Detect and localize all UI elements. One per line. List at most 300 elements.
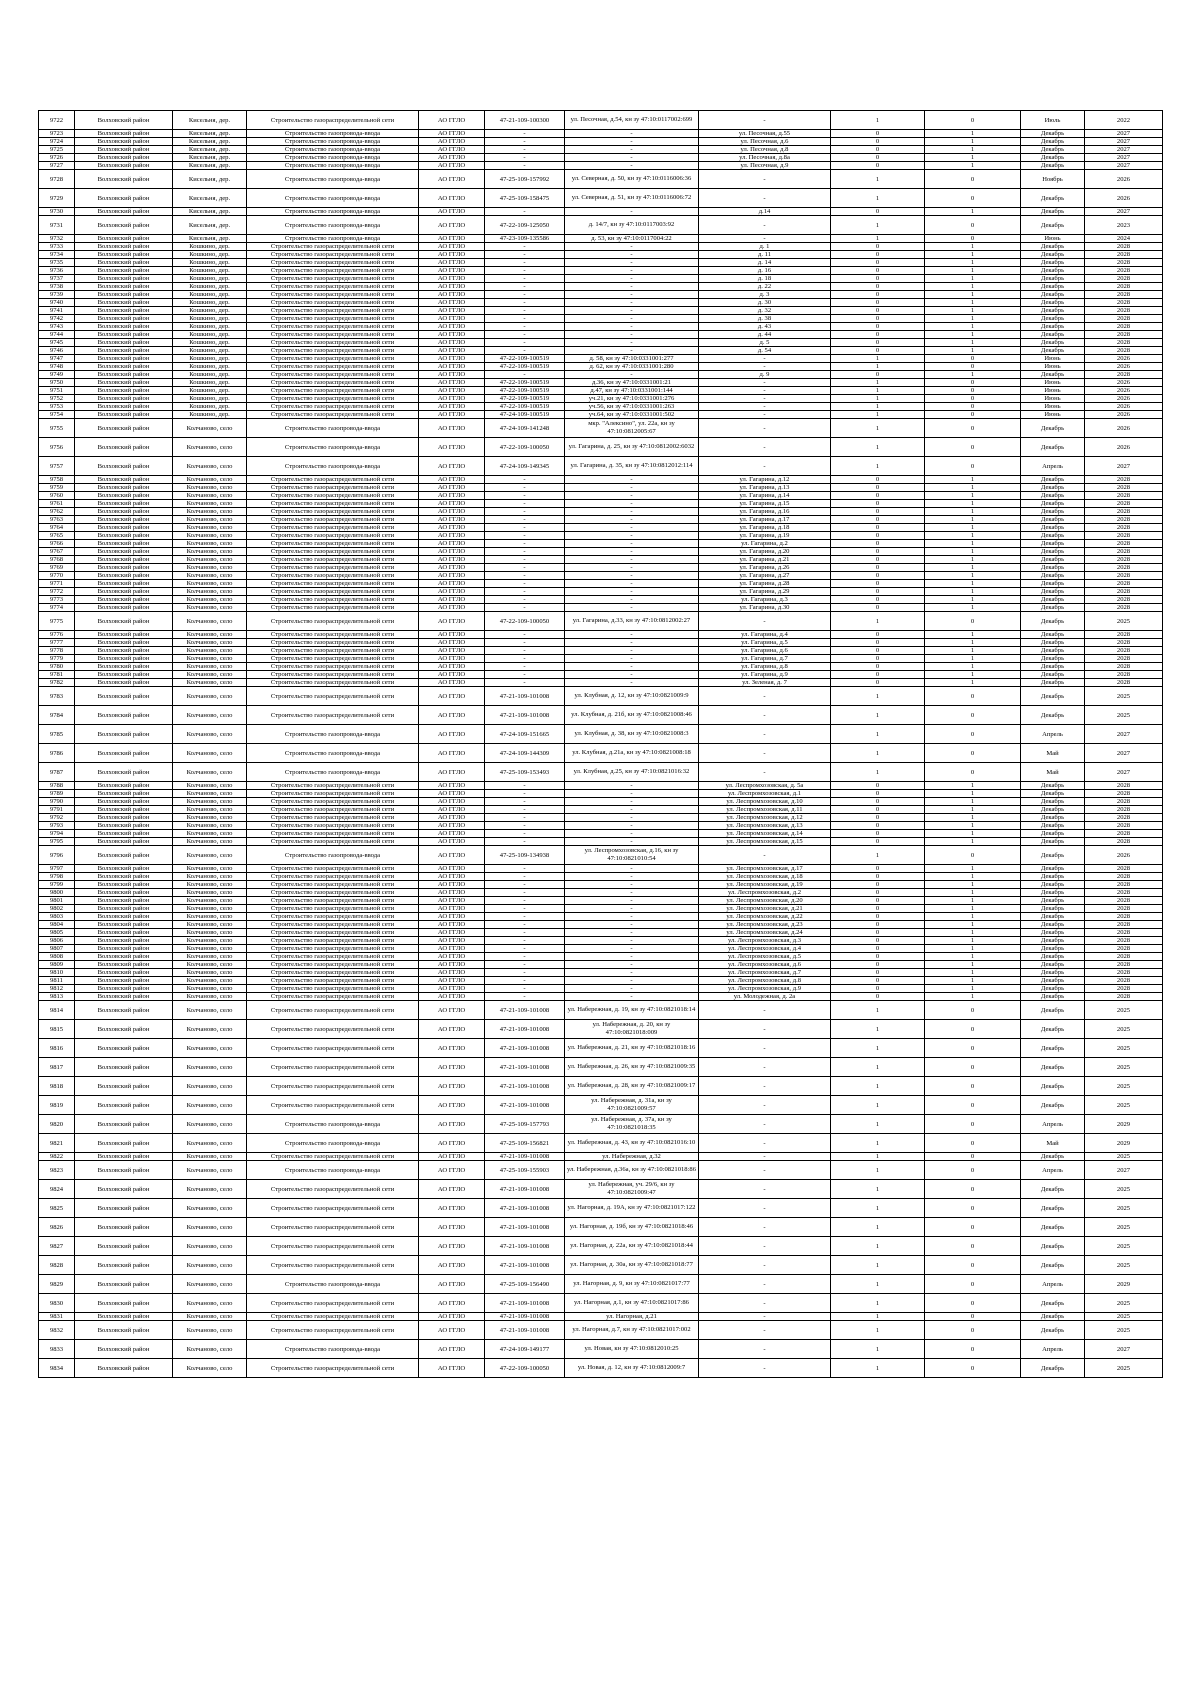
cell-row-number: 9772 [39, 588, 75, 596]
cell-count-b: 1 [925, 572, 1021, 580]
cell-address-cadastral: - [565, 929, 699, 937]
cell-row-number: 9774 [39, 604, 75, 612]
cell-count-a: 0 [831, 937, 925, 945]
cell-planned-address: - [699, 1153, 831, 1161]
table-row [39, 1294, 1163, 1313]
cell-address-cadastral: д.36, кн зу 47:10:0331001:21 [565, 379, 699, 387]
cell-count-a: 0 [831, 291, 925, 299]
cell-address-cadastral: ул. Набережная, д. 26, кн зу 47:10:0821009:35 [565, 1058, 699, 1077]
cell-tu-number: - [485, 953, 565, 961]
cell-row-number: 9727 [39, 162, 75, 170]
cell-address-cadastral: - [565, 500, 699, 508]
cell-count-b: 1 [925, 889, 1021, 897]
cell-district: Волховский район [75, 985, 173, 993]
cell-address-cadastral: ул. Песочная, д.54, кн зу 47:10:0117002:699 [565, 111, 699, 130]
cell-address-cadastral: - [565, 790, 699, 798]
cell-count-a: 0 [831, 275, 925, 283]
cell-settlement: Колчаново, село [173, 604, 247, 612]
cell-organization: АО ГГЛО [419, 580, 485, 588]
cell-organization: АО ГГЛО [419, 1134, 485, 1153]
cell-address-cadastral: д. 62, кн зу 47:10:0331001:280 [565, 363, 699, 371]
cell-row-number: 9725 [39, 146, 75, 154]
cell-count-b: 1 [925, 275, 1021, 283]
cell-district: Волховский район [75, 1134, 173, 1153]
cell-year: 2028 [1085, 299, 1163, 307]
cell-district: Волховский район [75, 1161, 173, 1180]
cell-count-a: 0 [831, 532, 925, 540]
cell-work-type: Строительство газораспределительной сети [247, 411, 419, 419]
cell-year: 2025 [1085, 1077, 1163, 1096]
cell-work-type: Строительство газораспределительной сети [247, 897, 419, 905]
cell-organization: АО ГГЛО [419, 1020, 485, 1039]
cell-tu-number: 47-21-109-101008 [485, 1237, 565, 1256]
cell-count-a: 0 [831, 162, 925, 170]
cell-year: 2027 [1085, 1161, 1163, 1180]
cell-count-a: 0 [831, 663, 925, 671]
cell-count-b: 1 [925, 138, 1021, 146]
cell-organization: АО ГГЛО [419, 1077, 485, 1096]
cell-row-number: 9778 [39, 647, 75, 655]
cell-month: Декабрь [1021, 790, 1085, 798]
cell-row-number: 9762 [39, 508, 75, 516]
table-row [39, 419, 1163, 438]
cell-count-a: 0 [831, 540, 925, 548]
cell-district: Волховский район [75, 243, 173, 251]
cell-year: 2028 [1085, 838, 1163, 846]
cell-year: 2026 [1085, 419, 1163, 438]
cell-tu-number: - [485, 307, 565, 315]
cell-count-a: 1 [831, 612, 925, 631]
cell-address-cadastral: ул. Нагорная, д.1, кн зу 47:10:0821017:86 [565, 1294, 699, 1313]
cell-settlement: Колчаново, село [173, 663, 247, 671]
cell-year: 2028 [1085, 782, 1163, 790]
cell-count-b: 1 [925, 283, 1021, 291]
cell-row-number: 9754 [39, 411, 75, 419]
cell-district: Волховский район [75, 556, 173, 564]
cell-tu-number: - [485, 331, 565, 339]
cell-tu-number: 47-21-109-101008 [485, 687, 565, 706]
cell-district: Волховский район [75, 1077, 173, 1096]
cell-month: Декабрь [1021, 572, 1085, 580]
table-row [39, 744, 1163, 763]
cell-organization: АО ГГЛО [419, 291, 485, 299]
cell-count-b: 1 [925, 838, 1021, 846]
cell-tu-number: - [485, 889, 565, 897]
table-row [39, 189, 1163, 208]
cell-tu-number: - [485, 339, 565, 347]
table-row [39, 961, 1163, 969]
cell-organization: АО ГГЛО [419, 111, 485, 130]
cell-settlement: Колчаново, село [173, 516, 247, 524]
cell-year: 2025 [1085, 1039, 1163, 1058]
cell-planned-address: ул. Песочная, д.8 [699, 146, 831, 154]
cell-month: Декабрь [1021, 524, 1085, 532]
cell-tu-number: 47-22-109-100519 [485, 355, 565, 363]
cell-settlement: Колчаново, село [173, 822, 247, 830]
cell-planned-address: - [699, 1001, 831, 1020]
cell-row-number: 9763 [39, 516, 75, 524]
cell-count-a: 0 [831, 564, 925, 572]
cell-month: Декабрь [1021, 315, 1085, 323]
cell-tu-number: - [485, 961, 565, 969]
cell-row-number: 9732 [39, 235, 75, 243]
cell-year: 2028 [1085, 291, 1163, 299]
cell-count-b: 0 [925, 395, 1021, 403]
cell-settlement: Кисельня, дер. [173, 146, 247, 154]
cell-year: 2025 [1085, 1218, 1163, 1237]
cell-organization: АО ГГЛО [419, 873, 485, 881]
cell-count-a: 1 [831, 1275, 925, 1294]
cell-count-a: 0 [831, 323, 925, 331]
cell-tu-number: - [485, 484, 565, 492]
cell-address-cadastral: - [565, 639, 699, 647]
cell-count-b: 1 [925, 953, 1021, 961]
cell-count-a: 1 [831, 363, 925, 371]
cell-year: 2025 [1085, 1180, 1163, 1199]
table-row [39, 782, 1163, 790]
cell-district: Волховский район [75, 548, 173, 556]
cell-count-b: 1 [925, 663, 1021, 671]
cell-tu-number: 47-21-109-101008 [485, 1096, 565, 1115]
cell-year: 2028 [1085, 516, 1163, 524]
cell-count-b: 1 [925, 339, 1021, 347]
cell-month: Декабрь [1021, 339, 1085, 347]
cell-row-number: 9737 [39, 275, 75, 283]
cell-planned-address: ул. Гагарина, д.3 [699, 596, 831, 604]
cell-settlement: Колчаново, село [173, 1256, 247, 1275]
cell-work-type: Строительство газораспределительной сети [247, 516, 419, 524]
cell-month: Декабрь [1021, 1256, 1085, 1275]
table-row [39, 299, 1163, 307]
cell-count-a: 0 [831, 572, 925, 580]
cell-count-a: 0 [831, 679, 925, 687]
cell-address-cadastral: - [565, 905, 699, 913]
cell-district: Волховский район [75, 782, 173, 790]
cell-count-b: 0 [925, 612, 1021, 631]
cell-tu-number: 47-25-109-134938 [485, 846, 565, 865]
cell-settlement: Колчаново, село [173, 476, 247, 484]
cell-year: 2028 [1085, 806, 1163, 814]
cell-count-b: 1 [925, 251, 1021, 259]
cell-address-cadastral: ул. Северная, д. 51, кн зу 47:10:0116006:72 [565, 189, 699, 208]
cell-month: Декабрь [1021, 532, 1085, 540]
cell-settlement: Колчаново, село [173, 790, 247, 798]
cell-settlement: Колчаново, село [173, 687, 247, 706]
cell-planned-address: ул. Леспромхозовская, д.23 [699, 921, 831, 929]
cell-year: 2028 [1085, 993, 1163, 1001]
cell-address-cadastral: - [565, 881, 699, 889]
table-row [39, 154, 1163, 162]
cell-count-b: 1 [925, 154, 1021, 162]
cell-tu-number: - [485, 671, 565, 679]
cell-month: Декабрь [1021, 838, 1085, 846]
cell-settlement: Колчаново, село [173, 671, 247, 679]
cell-tu-number: - [485, 639, 565, 647]
cell-district: Волховский район [75, 655, 173, 663]
table-row [39, 548, 1163, 556]
cell-work-type: Строительство газораспределительной сети [247, 371, 419, 379]
cell-work-type: Строительство газораспределительной сети [247, 532, 419, 540]
cell-work-type: Строительство газораспределительной сети [247, 881, 419, 889]
cell-tu-number: 47-25-109-158475 [485, 189, 565, 208]
cell-month: Декабрь [1021, 564, 1085, 572]
cell-tu-number: - [485, 275, 565, 283]
cell-year: 2028 [1085, 671, 1163, 679]
cell-month: Апрель [1021, 1340, 1085, 1359]
cell-address-cadastral: - [565, 540, 699, 548]
cell-count-b: 0 [925, 1134, 1021, 1153]
cell-tu-number: - [485, 993, 565, 1001]
cell-count-a: 1 [831, 189, 925, 208]
cell-year: 2028 [1085, 969, 1163, 977]
cell-district: Волховский район [75, 889, 173, 897]
cell-organization: АО ГГЛО [419, 1313, 485, 1321]
cell-work-type: Строительство газораспределительной сети [247, 299, 419, 307]
cell-month: Декабрь [1021, 798, 1085, 806]
cell-organization: АО ГГЛО [419, 355, 485, 363]
cell-month: Декабрь [1021, 1039, 1085, 1058]
cell-year: 2028 [1085, 564, 1163, 572]
cell-organization: АО ГГЛО [419, 679, 485, 687]
cell-month: Декабрь [1021, 492, 1085, 500]
cell-organization: АО ГГЛО [419, 631, 485, 639]
cell-address-cadastral: - [565, 814, 699, 822]
table-row [39, 235, 1163, 243]
cell-tu-number: 47-21-109-101008 [485, 1058, 565, 1077]
cell-organization: АО ГГЛО [419, 929, 485, 937]
cell-year: 2025 [1085, 1153, 1163, 1161]
cell-work-type: Строительство газораспределительной сети [247, 283, 419, 291]
cell-work-type: Строительство газораспределительной сети [247, 671, 419, 679]
cell-settlement: Колчаново, село [173, 500, 247, 508]
cell-district: Волховский район [75, 259, 173, 267]
cell-month: Декабрь [1021, 687, 1085, 706]
cell-count-b: 1 [925, 655, 1021, 663]
table-row [39, 403, 1163, 411]
cell-count-a: 1 [831, 411, 925, 419]
cell-work-type: Строительство газораспределительной сети [247, 355, 419, 363]
cell-year: 2026 [1085, 387, 1163, 395]
cell-month: Декабрь [1021, 953, 1085, 961]
cell-district: Волховский район [75, 532, 173, 540]
cell-settlement: Колчаново, село [173, 953, 247, 961]
cell-planned-address: - [699, 763, 831, 782]
cell-address-cadastral: - [565, 604, 699, 612]
cell-row-number: 9765 [39, 532, 75, 540]
cell-district: Волховский район [75, 1340, 173, 1359]
cell-district: Волховский район [75, 929, 173, 937]
cell-count-a: 0 [831, 873, 925, 881]
cell-address-cadastral: - [565, 985, 699, 993]
cell-count-a: 1 [831, 846, 925, 865]
cell-tu-number: - [485, 492, 565, 500]
cell-work-type: Строительство газораспределительной сети [247, 403, 419, 411]
cell-organization: АО ГГЛО [419, 235, 485, 243]
cell-count-a: 0 [831, 929, 925, 937]
cell-count-b: 1 [925, 790, 1021, 798]
cell-work-type: Строительство газопровода-ввода [247, 216, 419, 235]
table-row [39, 639, 1163, 647]
cell-year: 2028 [1085, 484, 1163, 492]
cell-count-a: 1 [831, 1115, 925, 1134]
cell-tu-number: - [485, 921, 565, 929]
cell-work-type: Строительство газораспределительной сети [247, 1153, 419, 1161]
cell-tu-number: 47-25-109-155903 [485, 1161, 565, 1180]
cell-row-number: 9797 [39, 865, 75, 873]
cell-year: 2028 [1085, 647, 1163, 655]
table-row [39, 355, 1163, 363]
cell-count-a: 0 [831, 476, 925, 484]
cell-work-type: Строительство газораспределительной сети [247, 291, 419, 299]
cell-count-b: 1 [925, 548, 1021, 556]
cell-month: Декабрь [1021, 639, 1085, 647]
cell-work-type: Строительство газопровода-ввода [247, 419, 419, 438]
cell-count-b: 0 [925, 379, 1021, 387]
cell-count-a: 0 [831, 138, 925, 146]
cell-planned-address: - [699, 1020, 831, 1039]
cell-count-b: 0 [925, 1001, 1021, 1020]
cell-tu-number: - [485, 508, 565, 516]
cell-settlement: Колчаново, село [173, 1020, 247, 1039]
cell-month: Декабрь [1021, 484, 1085, 492]
cell-work-type: Строительство газораспределительной сети [247, 275, 419, 283]
cell-address-cadastral: ул. Новая, кн зу 47:10:0812010:25 [565, 1340, 699, 1359]
cell-count-b: 0 [925, 411, 1021, 419]
cell-work-type: Строительство газораспределительной сети [247, 798, 419, 806]
cell-work-type: Строительство газопровода-ввода [247, 154, 419, 162]
cell-month: Декабрь [1021, 945, 1085, 953]
cell-row-number: 9769 [39, 564, 75, 572]
cell-address-cadastral: ул. Северная, д. 50, кн зу 47:10:0116006:36 [565, 170, 699, 189]
cell-district: Волховский район [75, 1199, 173, 1218]
table-row [39, 814, 1163, 822]
cell-month: Декабрь [1021, 1058, 1085, 1077]
cell-count-a: 0 [831, 953, 925, 961]
cell-month: Декабрь [1021, 889, 1085, 897]
cell-count-a: 0 [831, 655, 925, 663]
cell-address-cadastral: - [565, 596, 699, 604]
cell-year: 2028 [1085, 596, 1163, 604]
cell-work-type: Строительство газопровода-ввода [247, 1161, 419, 1180]
cell-row-number: 9806 [39, 937, 75, 945]
cell-row-number: 9831 [39, 1313, 75, 1321]
cell-count-a: 0 [831, 865, 925, 873]
cell-year: 2028 [1085, 339, 1163, 347]
cell-settlement: Кошкино, дер. [173, 355, 247, 363]
cell-count-b: 1 [925, 315, 1021, 323]
cell-address-cadastral: - [565, 572, 699, 580]
cell-district: Волховский район [75, 323, 173, 331]
cell-tu-number: - [485, 138, 565, 146]
cell-row-number: 9830 [39, 1294, 75, 1313]
cell-count-a: 0 [831, 580, 925, 588]
cell-planned-address: ул. Гагарина, д.15 [699, 500, 831, 508]
cell-district: Волховский район [75, 299, 173, 307]
cell-organization: АО ГГЛО [419, 1359, 485, 1378]
cell-work-type: Строительство газопровода-ввода [247, 235, 419, 243]
cell-settlement: Колчаново, село [173, 937, 247, 945]
cell-year: 2028 [1085, 524, 1163, 532]
cell-planned-address: ул. Гагарина, д.6 [699, 647, 831, 655]
cell-planned-address: ул. Гагарина, д.20 [699, 548, 831, 556]
cell-row-number: 9818 [39, 1077, 75, 1096]
cell-year: 2028 [1085, 588, 1163, 596]
cell-row-number: 9803 [39, 913, 75, 921]
cell-row-number: 9799 [39, 881, 75, 889]
cell-district: Волховский район [75, 524, 173, 532]
cell-count-b: 1 [925, 806, 1021, 814]
cell-count-b: 0 [925, 1199, 1021, 1218]
cell-count-a: 1 [831, 216, 925, 235]
cell-row-number: 9730 [39, 208, 75, 216]
cell-district: Волховский район [75, 111, 173, 130]
cell-planned-address: - [699, 363, 831, 371]
table-row [39, 307, 1163, 315]
cell-month: Апрель [1021, 725, 1085, 744]
cell-organization: АО ГГЛО [419, 612, 485, 631]
cell-settlement: Колчаново, село [173, 897, 247, 905]
cell-organization: АО ГГЛО [419, 961, 485, 969]
cell-tu-number: - [485, 945, 565, 953]
cell-work-type: Строительство газораспределительной сети [247, 806, 419, 814]
cell-row-number: 9728 [39, 170, 75, 189]
cell-settlement: Колчаново, село [173, 1077, 247, 1096]
cell-planned-address: - [699, 1039, 831, 1058]
cell-organization: АО ГГЛО [419, 1039, 485, 1058]
cell-row-number: 9816 [39, 1039, 75, 1058]
cell-month: Ноябрь [1021, 170, 1085, 189]
cell-count-b: 0 [925, 111, 1021, 130]
cell-planned-address: ул. Леспромхозовская, д.4 [699, 945, 831, 953]
cell-organization: АО ГГЛО [419, 556, 485, 564]
cell-settlement: Колчаново, село [173, 419, 247, 438]
cell-address-cadastral: уч.64, кн зу 47:10:0331001:502 [565, 411, 699, 419]
cell-address-cadastral: ул. Набережная, д. 31а, кн зу 47:10:0821009:57 [565, 1096, 699, 1115]
cell-month: Декабрь [1021, 865, 1085, 873]
cell-planned-address: - [699, 1199, 831, 1218]
cell-planned-address: ул. Леспромхозовская, д.3 [699, 937, 831, 945]
cell-district: Волховский район [75, 798, 173, 806]
cell-district: Волховский район [75, 363, 173, 371]
cell-year: 2025 [1085, 706, 1163, 725]
table-row [39, 283, 1163, 291]
cell-year: 2028 [1085, 905, 1163, 913]
cell-district: Волховский район [75, 275, 173, 283]
cell-work-type: Строительство газораспределительной сети [247, 945, 419, 953]
table-row [39, 612, 1163, 631]
cell-district: Волховский район [75, 331, 173, 339]
cell-count-b: 1 [925, 798, 1021, 806]
cell-settlement: Кисельня, дер. [173, 235, 247, 243]
table-row [39, 1321, 1163, 1340]
table-row [39, 604, 1163, 612]
cell-planned-address: ул. Леспромхозовская, д.19 [699, 881, 831, 889]
table-row [39, 1218, 1163, 1237]
cell-count-b: 1 [925, 500, 1021, 508]
cell-count-b: 0 [925, 235, 1021, 243]
cell-settlement: Кисельня, дер. [173, 111, 247, 130]
table-row [39, 663, 1163, 671]
gasification-table [38, 110, 1163, 1378]
table-row [39, 315, 1163, 323]
cell-settlement: Кошкино, дер. [173, 267, 247, 275]
cell-district: Волховский район [75, 371, 173, 379]
cell-count-a: 1 [831, 1199, 925, 1218]
cell-count-a: 0 [831, 267, 925, 275]
cell-count-a: 1 [831, 1359, 925, 1378]
cell-address-cadastral: - [565, 323, 699, 331]
cell-year: 2028 [1085, 937, 1163, 945]
